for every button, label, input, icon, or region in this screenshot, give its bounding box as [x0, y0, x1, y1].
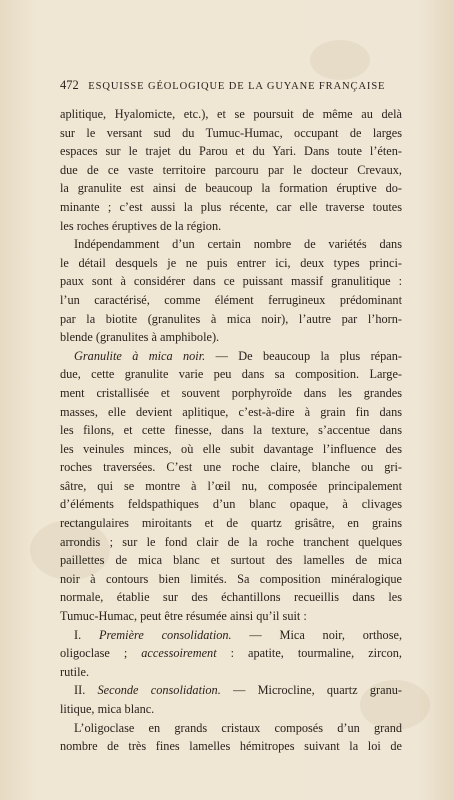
text-line: ment cristallisée et souvent porphyroïde dans les grandes — [60, 385, 402, 400]
text-line: masses, elle devient aplitique, c’est-à-dire à grain fin dans — [60, 404, 402, 419]
text-line: Tumuc-Humac, peut être résumée ainsi qu’il suit : — [60, 609, 307, 624]
text-line: arrondis ; sur le fond clair de la roche tranchent quelques — [60, 534, 402, 549]
text-line: blende (granulites à amphibole). — [60, 330, 220, 345]
text-line: sur le versant sud du Tumuc-Humac, occupant de larges — [60, 125, 402, 140]
text-segment: — Microcline, quartz granu- — [233, 683, 402, 698]
text-segment: oligoclase ; — [60, 646, 128, 661]
text-segment: — De beaucoup la plus répan- — [215, 348, 402, 363]
text-line — [60, 681, 402, 700]
accessoirement-label: accessoirement — [141, 646, 217, 661]
text-line: les roches éruptives de la région. — [60, 218, 222, 233]
text-line: nombre de très fines lamelles hémitropes suivant la loi de — [60, 739, 402, 754]
text-line: les veinules minces, où elle subit davantage l’influence des — [60, 441, 402, 456]
roman-numeral: II. — [74, 683, 86, 698]
text-line: les filons, et cette finesse, dans la texture, s’accentue dans — [60, 423, 402, 438]
text-line: rectangulaires miroitants et de quartz grisâtre, en grains — [60, 516, 402, 531]
text-line: due, cette granulite varie peu dans sa composition. Large- — [60, 367, 402, 382]
page-number: 472 — [60, 78, 79, 92]
text-line: paillettes de mica blanc et surtout des lamelles de mica — [60, 553, 402, 568]
roman-numeral: I. — [74, 627, 82, 642]
text-line: par la biotite (granulites à mica noir), l’autre par l’horn- — [60, 311, 402, 326]
text-line: rutile. — [60, 664, 90, 679]
page-header — [60, 78, 400, 93]
text-segment: : apatite, tourmaline, zircon, — [230, 646, 402, 661]
text-line: sâtre, qui se montre à l’œil nu, composée principalement — [60, 478, 402, 493]
text-line: litique, mica blanc. — [60, 702, 155, 716]
text-line: minante ; c’est aussi la plus récente, car elle traverse toutes — [60, 199, 402, 214]
text-line: noir à contours bien limités. Sa composition minéralogique — [60, 571, 402, 586]
paper-stain — [310, 40, 370, 80]
granulite-heading: Granulite à mica noir. — [74, 348, 206, 363]
text-line: l’un caractérisé, comme élément ferrugineux prédominant — [60, 292, 402, 307]
text-segment: — Mica noir, orthose, — [249, 627, 403, 642]
text-line: paux sont à considérer dans ce puissant massif granulitique : — [60, 274, 402, 289]
text-line: normale, établie sur des échantillons recueillis dans les — [60, 590, 402, 605]
text-line — [60, 347, 402, 366]
text-line: roches traversées. C’est une roche claire, blanche ou gri- — [60, 460, 402, 475]
text-line: espaces sur le trajet du Parou et du Yari. Dans toute l’éten- — [60, 144, 402, 159]
seconde-consolidation-label: Seconde consolidation. — [97, 683, 221, 698]
text-line: L’oligoclase en grands cristaux composés d’un grand — [74, 720, 402, 735]
running-title: ESQUISSE GÉOLOGIQUE DE LA GUYANE FRANÇAISE — [88, 81, 386, 92]
premiere-consolidation-label: Première consolidation. — [98, 627, 232, 642]
text-line — [60, 644, 402, 663]
text-line: due de ce vaste territoire parcouru par le docteur Crevaux, — [60, 162, 402, 177]
text-line: aplitique, Hyalomicte, etc.), et se poursuit de même au delà — [60, 107, 402, 121]
text-line: Indépendamment d’un certain nombre de variétés dans — [74, 237, 402, 252]
text-line: le détail desquels je ne puis entrer ici, deux types princi- — [60, 255, 402, 270]
body-text — [60, 105, 402, 756]
text-line — [60, 626, 402, 645]
text-line: la granulite est ainsi de beaucoup la formation éruptive do- — [60, 181, 402, 196]
text-line: d’éléments feldspathiques d’un blanc opaque, à clivages — [60, 497, 402, 512]
